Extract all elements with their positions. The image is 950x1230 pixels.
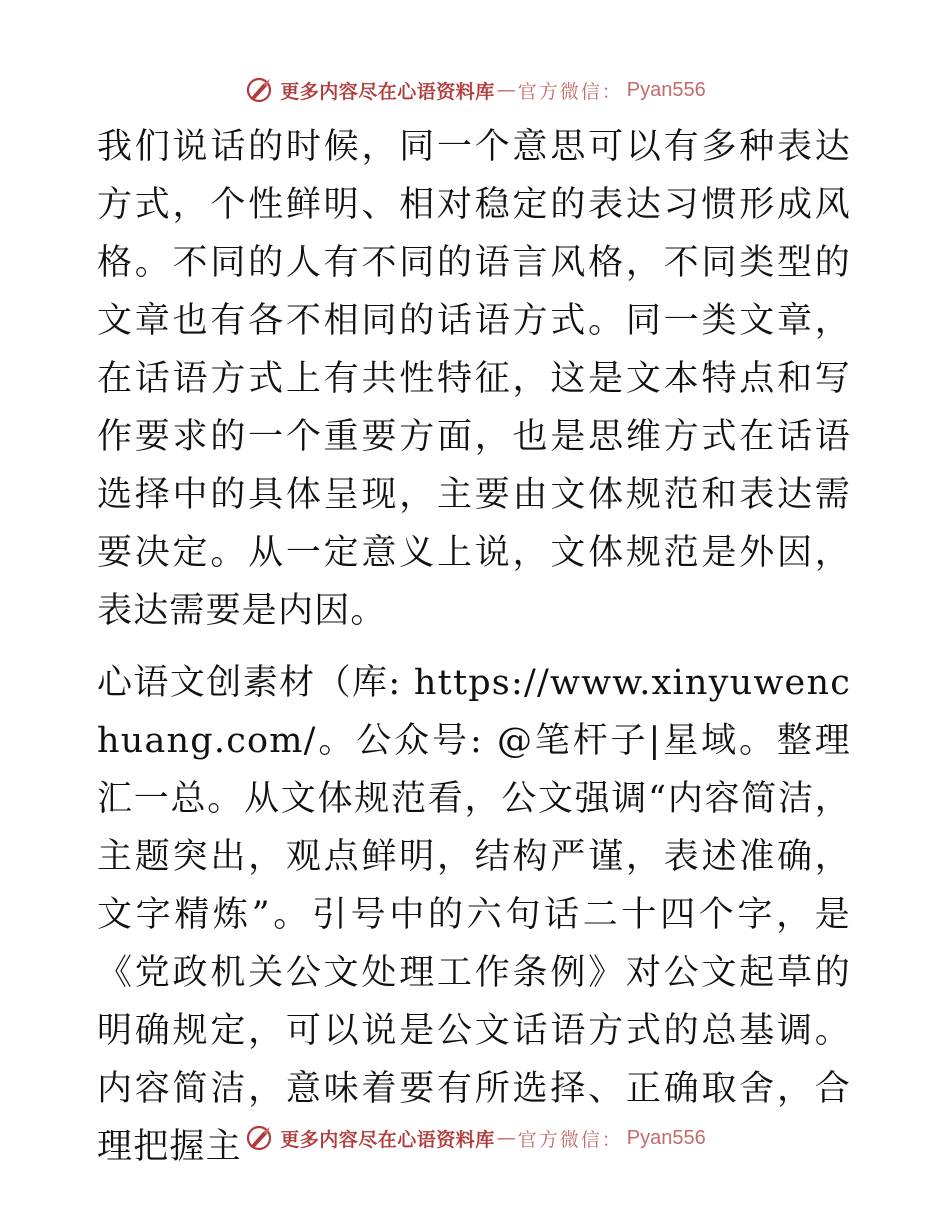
footer-colon: ：	[601, 1128, 621, 1151]
header-brand-text: 更多内容尽在心语资料库	[280, 80, 495, 103]
footer-brand-text: 更多内容尽在心语资料库	[280, 1128, 495, 1151]
footer-wechat-label: 官方微信	[517, 1128, 602, 1151]
paragraph-2: 心语文创素材（库: https://www.xinyuwenchuang.com/。公众号: @笔杆子|星域。整理汇一总。从文体规范看，公文强调“内容简洁，主题突出，观点鲜明，结构严谨，表述准确，文字精炼”。引号中的六句话二十四个字，是《党政机关公文处理工作条例》对公文起草的明确规定，可以说是公文话语方式的总基调。内容简洁，意味着要有所选择、正确取舍，合理把握主	[97, 663, 851, 1167]
header-watermark	[0, 70, 950, 110]
header-wechat-id: Pyan556	[626, 78, 706, 101]
footer-watermark	[0, 1118, 950, 1158]
paragraph-1: 我们说话的时候，同一个意思可以有多种表达方式，个性鲜明、相对稳定的表达习惯形成风格。不同的人有不同的语言风格，不同类型的文章也有各不相同的话语方式。同一类文章，在话语方式上有共性特征，这是文本特点和写作要求的一个重要方面，也是思维方式在话语选择中的具体呈现，主要由文体规范和表达需要决定。从一定意义上说，文体规范是外因，表达需要是内因。	[97, 127, 851, 631]
footer-wechat-id: Pyan556	[626, 1126, 706, 1149]
body-text	[97, 118, 851, 1176]
header-colon: ：	[601, 80, 621, 103]
header-wechat-label: 官方微信	[517, 80, 602, 103]
quill-logo-icon	[244, 1123, 274, 1153]
header-separator: —	[496, 79, 516, 101]
footer-separator: —	[496, 1127, 516, 1149]
quill-logo-icon	[244, 75, 274, 105]
